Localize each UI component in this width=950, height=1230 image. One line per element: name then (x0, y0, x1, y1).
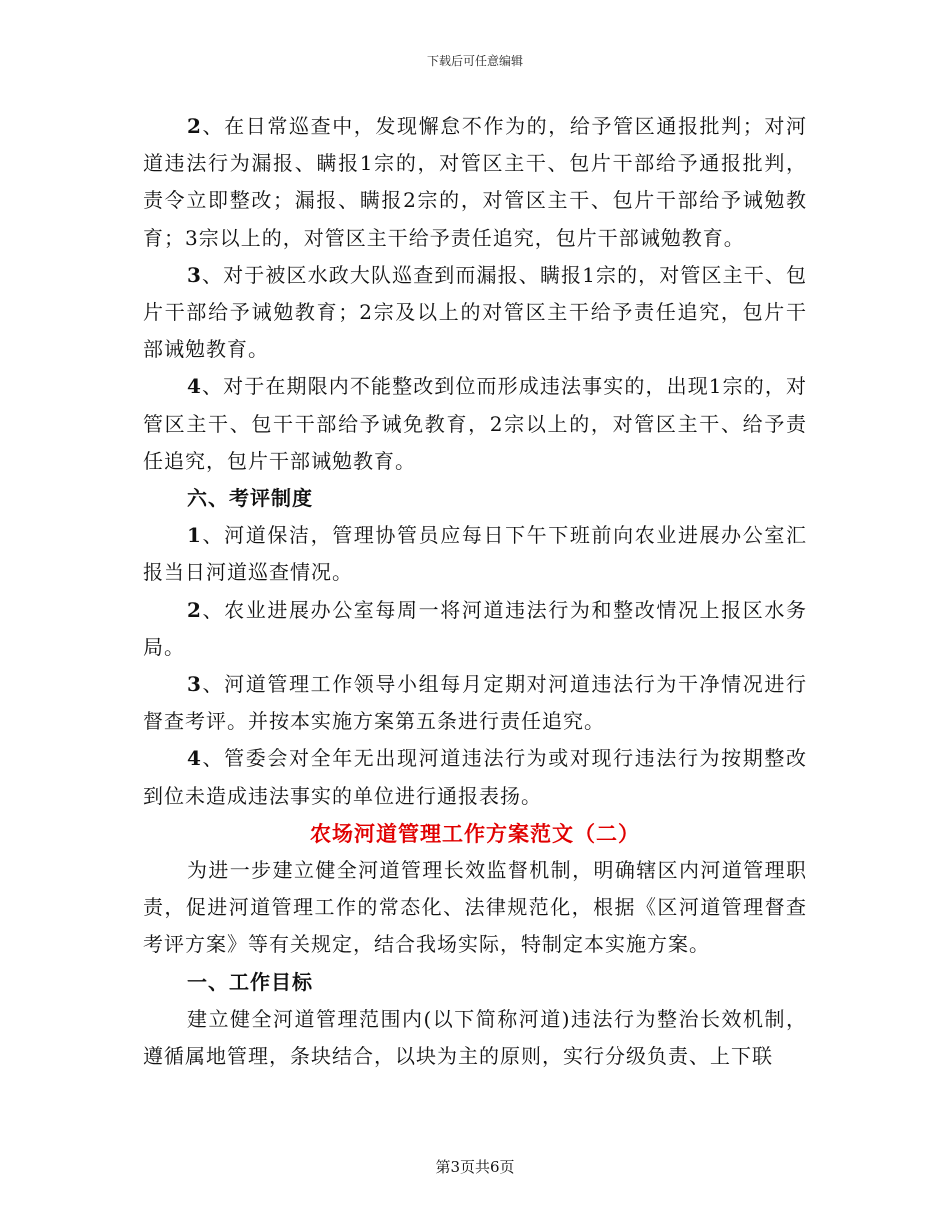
heading-work-goals: 一、工作目标 (187, 969, 313, 994)
paragraph-text: 、河道管理工作领导小组每月定期对河道违法行为干净情况进行督查考评。并按本实施方案第五条进行责任追究。 (143, 672, 807, 734)
paragraph-evaluation-2 (143, 592, 807, 666)
item-number: 3 (187, 262, 202, 287)
heading-evaluation-system: 六、考评制度 (187, 486, 313, 511)
paragraph-penalty-4 (143, 368, 807, 480)
paragraph-text: 、农业进展办公室每周一将河道违法行为和整改情况上报区水务局。 (143, 597, 807, 659)
paragraph-text: 、河道保洁，管理协管员应每日下午下班前向农业进展办公室汇报当日河道巡查情况。 (143, 523, 807, 585)
item-number: 1 (187, 523, 202, 548)
paragraph-evaluation-1 (143, 517, 807, 591)
item-number: 4 (187, 746, 202, 771)
paragraph-penalty-3 (143, 257, 807, 369)
paragraph-intro: 为进一步建立健全河道管理长效监督机制，明确辖区内河道管理职责，促进河道管理工作的常态化、法律规范化，根据《区河道管理督查考评方案》等有关规定，结合我场实际，特制定本实施方案。 (143, 858, 807, 957)
paragraph-evaluation-3 (143, 666, 807, 740)
item-number: 4 (187, 374, 202, 399)
item-number: 3 (187, 672, 202, 697)
paragraph-goals: 建立健全河道管理范围内(以下简称河道)违法行为整治长效机制，遵循属地管理，条块结合，以块为主的原则，实行分级负责、上下联 (143, 1006, 807, 1069)
paragraph-text: 、管委会对全年无出现河道违法行为或对现行违法行为按期整改到位未造成违法事实的单位进行通报表扬。 (143, 746, 807, 808)
document-body (143, 108, 807, 1075)
page-number: 第3页共6页 (435, 1158, 515, 1176)
page-header: 下载后可任意编辑 (426, 54, 523, 68)
paragraph-text: 、对于在期限内不能整改到位而形成违法事实的，出现1宗的，对管区主干、包干干部给予诫免教育，2宗以上的，对管区主干、给予责任追究，包片干部诫勉教育。 (143, 374, 807, 473)
paragraph-penalty-2 (143, 108, 807, 257)
item-number: 2 (187, 597, 202, 622)
paragraph-evaluation-4 (143, 740, 807, 814)
item-number: 2 (187, 114, 202, 138)
paragraph-text: 、对于被区水政大队巡查到而漏报、瞒报1宗的，对管区主干、包片干部给予诫勉教育；2宗及以上的对管区主干给予责任追究，包片干部诫勉教育。 (143, 262, 807, 362)
paragraph-text: 、在日常巡查中，发现懈怠不作为的，给予管区通报批判；对河道违法行为漏报、瞒报1宗的，对管区主干、包片干部给予通报批判，责令立即整改；漏报、瞒报2宗的，对管区主干、包片干部给予诫勉教育；3宗以上的，对管区主干给予责任追究，包片干部诫勉教育。 (143, 114, 807, 250)
section-title: 农场河道管理工作方案范文（二） (310, 820, 640, 846)
